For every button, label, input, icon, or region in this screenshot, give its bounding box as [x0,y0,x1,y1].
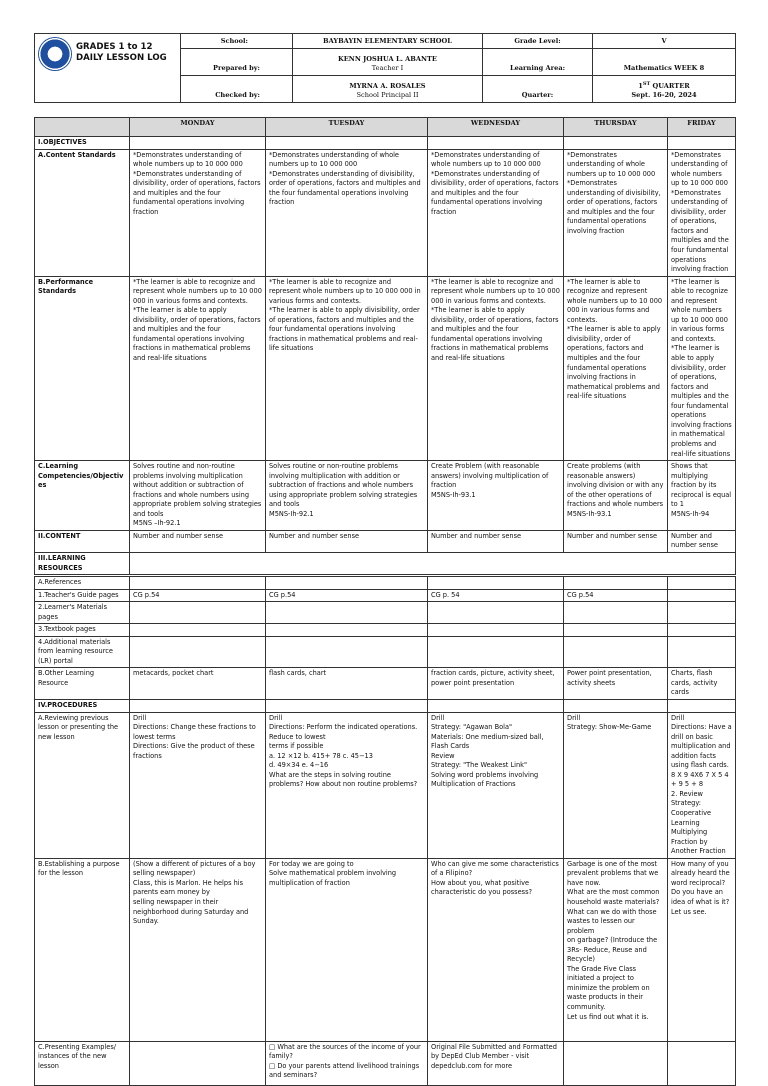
lesson-row [35,712,736,858]
day-header: FRIDAY [668,118,736,137]
day-cell: Charts, flash cards, activity cards [668,668,736,700]
quarter-word: QUARTER [650,81,690,90]
row-label: III.LEARNING RESOURCES [35,552,130,574]
header-table [34,33,736,103]
day-cell: *Demonstrates understanding of whole numbers up to 10 000 000 *Demonstrates understanding of divisibility, order of operations, factors and multiples and the four fundamental operations involving fraction [130,149,266,276]
day-cell: CG p.54 [130,589,266,602]
quarter-cell [593,76,736,103]
day-cell [266,137,428,150]
day-cell: □ What are the sources of the income of your family? □ Do your parents attend livelihood trainings and seminars? [266,1041,428,1085]
day-cell: fraction cards, picture, activity sheet, power point presentation [428,668,564,700]
day-cell: Drill Strategy: Show-Me-Game [564,712,668,858]
day-cell [428,602,564,624]
day-cell [428,624,564,637]
row-label: A.Reviewing previous lesson or presenting the new lesson [35,712,130,858]
day-cell: *The learner is able to recognize and represent whole numbers up to 10 000 000 in various forms and contexts. *The learner is able to apply divisibility, order of operations, factors and multiples and the four fundamental operations involving fractions in mathematical problems and real-life situations [428,276,564,460]
day-cell: Number and number sense [130,530,266,552]
logo-line-2: DAILY LESSON LOG [76,52,167,63]
lesson-row [35,137,736,150]
lesson-table-part-1 [34,117,736,575]
merged-cell [130,552,736,574]
day-cell [130,602,266,624]
logo-cell [35,34,181,103]
row-label: IV.PROCEDURES [35,700,130,713]
day-cell: *Demonstrates understanding of whole numbers up to 10 000 000 *Demonstrates understanding of divisibility, order of operations, factors and multiples and the four fundamental operations involving fraction [668,149,736,276]
quarter-label: Quarter: [483,76,593,103]
day-cell [428,636,564,668]
day-header: WEDNESDAY [428,118,564,137]
day-cell [266,577,428,590]
day-cell [564,624,668,637]
day-cell: *Demonstrates understanding of whole numbers up to 10 000 000 *Demonstrates understanding of divisibility, order of operations, factors and multiples and the four fundamental operations involving fraction [266,149,428,276]
day-cell: Number and number sense [564,530,668,552]
prepared-by-cell [293,49,483,76]
day-header: MONDAY [130,118,266,137]
grade-label: Grade Level: [483,34,593,49]
day-cell: Number and number sense [428,530,564,552]
lesson-row [35,668,736,700]
row-label: C.Learning Competencies/Objectives [35,461,130,531]
day-cell: *Demonstrates understanding of whole numbers up to 10 000 000 *Demonstrates understanding of divisibility, order of operations, factors and multiples and the four fundamental operations involving fraction [428,149,564,276]
day-cell [564,636,668,668]
row-label: I.OBJECTIVES [35,137,130,150]
day-cell: CG p.54 [266,589,428,602]
day-cell: Original File Submitted and Formatted by DepEd Club Member - visit depedclub.com for more [428,1041,564,1085]
day-cell: CG p. 54 [428,589,564,602]
day-cell [130,137,266,150]
grade-value: V [593,34,736,49]
row-label: 2.Learner's Materials pages [35,602,130,624]
school-value: BAYBAYIN ELEMENTARY SCHOOL [293,34,483,49]
quarter-sup: ST [642,80,651,87]
day-cell [130,700,266,713]
day-cell: Number and number sense [266,530,428,552]
day-cell [668,602,736,624]
day-cell: *The learner is able to recognize and represent whole numbers up to 10 000 000 in various forms and contexts. *The learner is able to apply divisibility, order of operations, factors and multiples and the four fundamental operations involving fractions in mathematical problems and real-life situations [668,276,736,460]
day-cell [668,1041,736,1085]
day-cell [564,577,668,590]
day-cell [668,589,736,602]
day-cell: *Demonstrates understanding of whole numbers up to 10 000 000 *Demonstrates understanding of divisibility, order of operations, factors and multiples and the four fundamental operations involving fraction [564,149,668,276]
lesson-row [35,700,736,713]
logo-line-1: GRADES 1 to 12 [76,42,153,52]
lesson-row [35,636,736,668]
day-cell [668,577,736,590]
row-label: C.Presenting Examples/ instances of the new lesson [35,1041,130,1085]
day-cell: Create problems (with reasonable answers) involving division or with any of the other operations of fractions and whole numbers M5NS-Ih-93.1 [564,461,668,531]
checked-by-cell [293,76,483,103]
checked-name: MYRNA A. ROSALES [349,81,426,90]
row-label: A.References [35,577,130,590]
day-header: THURSDAY [564,118,668,137]
lesson-row [35,276,736,460]
prepared-name: KENN JOSHUA L. ABANTE [338,54,437,63]
lesson-row [35,624,736,637]
lesson-row [35,461,736,531]
row-label: A.Content Standards [35,149,130,276]
day-cell: CG p.54 [564,589,668,602]
row-label: 3.Textbook pages [35,624,130,637]
day-cell: Garbage is one of the most prevalent problems that we have now. What are the most common household waste materials? What can we do with those wastes to lessen our problem on garbage? (Introduce the 3Rs- Reduce, Reuse and Recycle) The Grade Five Class initiated a project to minimize the problem on waste products in their community. Let us find out what it is. [564,858,668,1041]
day-cell [130,636,266,668]
day-cell [668,636,736,668]
lesson-row [35,1041,736,1085]
day-cell [564,137,668,150]
day-header-row [35,118,736,137]
day-cell: metacards, pocket chart [130,668,266,700]
day-cell [130,577,266,590]
prepared-title: Teacher I [371,64,404,73]
corner-cell [35,118,130,137]
lesson-rows-part-2 [35,577,736,1086]
day-cell [428,577,564,590]
day-cell: How many of you already heard the word reciprocal? Do you have an idea of what is it? Let us see. [668,858,736,1041]
day-cell [668,137,736,150]
row-label: II.CONTENT [35,530,130,552]
day-cell: Solves routine and non-routine problems involving multiplication without addition or subtraction of fractions and whole numbers using appropriate problem solving strategies and tools M5NS –Ih-92.1 [130,461,266,531]
lesson-row [35,589,736,602]
day-cell: Drill Directions: Have a drill on basic multiplication and addition facts using flash cards. 8 X 9 4X6 7 X 5 4 + 9 5 + 8 2. Review Strategy: Cooperative Learning Multiplying Fraction by Another Fraction [668,712,736,858]
prepared-label: Prepared by: [181,49,293,76]
day-header: TUESDAY [266,118,428,137]
day-cell: Power point presentation, activity sheets [564,668,668,700]
day-cell: Create Problem (with reasonable answers) involving multiplication of fraction M5NS-Ih-93.1 [428,461,564,531]
lesson-row [35,577,736,590]
lesson-row [35,149,736,276]
lesson-row [35,552,736,574]
day-cell [668,700,736,713]
day-cell [130,1041,266,1085]
school-label: School: [181,34,293,49]
row-label: 4.Additional materials from learning resource (LR) portal [35,636,130,668]
day-cell [266,700,428,713]
day-cell: flash cards, chart [266,668,428,700]
checked-title: School Principal II [356,91,419,100]
quarter-dates: Sept. 16-20, 2024 [631,91,697,100]
deped-seal-icon [38,37,72,71]
lesson-row [35,602,736,624]
row-label: B.Performance Standards [35,276,130,460]
day-cell [428,137,564,150]
day-cell: (Show a different of pictures of a boy selling newspaper) Class, this is Marlon. He helps his parents earn money by selling newspaper in their neighborhood during Saturday and Sunday. [130,858,266,1041]
day-cell [266,602,428,624]
day-cell [668,624,736,637]
checked-label: Checked by: [181,76,293,103]
day-cell [564,1041,668,1085]
day-cell: Who can give me some characteristics of a Filipino? How about you, what positive characteristic do you possess? [428,858,564,1041]
day-cell: Drill Directions: Change these fractions to lowest terms Directions: Give the product of these fractions [130,712,266,858]
day-cell [130,624,266,637]
day-cell: *The learner is able to recognize and represent whole numbers up to 10 000 000 in various forms and contexts. *The learner is able to apply divisibility, order of operations, factors and multiples and the four fundamental operations involving fractions in mathematical problems and real-life situations [266,276,428,460]
day-cell: Drill Directions: Perform the indicated operations. Reduce to lowest terms if possible a. 12 ×12 b. 415+ 78 c. 45−13 d. 49×34 e. 4−16 What are the steps in solving routine problems? How about non routine problems? [266,712,428,858]
day-cell: Drill Strategy: "Agawan Bola" Materials: One medium-sized ball, Flash Cards Review Strategy: "The Weakest Link" Solving word problems involving Multiplication of Fractions [428,712,564,858]
lesson-table-part-2 [34,576,736,1086]
day-cell [564,602,668,624]
quarter-num: 1 [638,81,643,90]
row-label: B.Establishing a purpose for the lesson [35,858,130,1041]
day-cell: Solves routine or non-routine problems involving multiplication with addition or subtraction of fractions and whole numbers using appropriate problem solving strategies and tools M5NS-Ih-92.1 [266,461,428,531]
day-cell: Shows that multiplying fraction by its reciprocal is equal to 1 M5NS-Ih-94 [668,461,736,531]
area-label: Learning Area: [483,49,593,76]
lesson-rows-part-1 [35,137,736,575]
day-cell [266,636,428,668]
day-cell [428,700,564,713]
row-label: B.Other Learning Resource [35,668,130,700]
day-cell [266,624,428,637]
lesson-row [35,530,736,552]
day-cell: *The learner is able to recognize and represent whole numbers up to 10 000 000 in various forms and contexts. *The learner is able to apply divisibility, order of operations, factors and multiples and the four fundamental operations involving fractions in mathematical problems and real-life situations [130,276,266,460]
day-cell: For today we are going to Solve mathematical problem involving multiplication of fraction [266,858,428,1041]
day-cell [564,700,668,713]
lesson-row [35,858,736,1041]
row-label: 1.Teacher's Guide pages [35,589,130,602]
area-value: Mathematics WEEK 8 [593,49,736,76]
day-cell: *The learner is able to recognize and represent whole numbers up to 10 000 000 in various forms and contexts. *The learner is able to apply divisibility, order of operations, factors and multiples and the four fundamental operations involving fractions in mathematical problems and real-life situations [564,276,668,460]
day-cell: Number and number sense [668,530,736,552]
